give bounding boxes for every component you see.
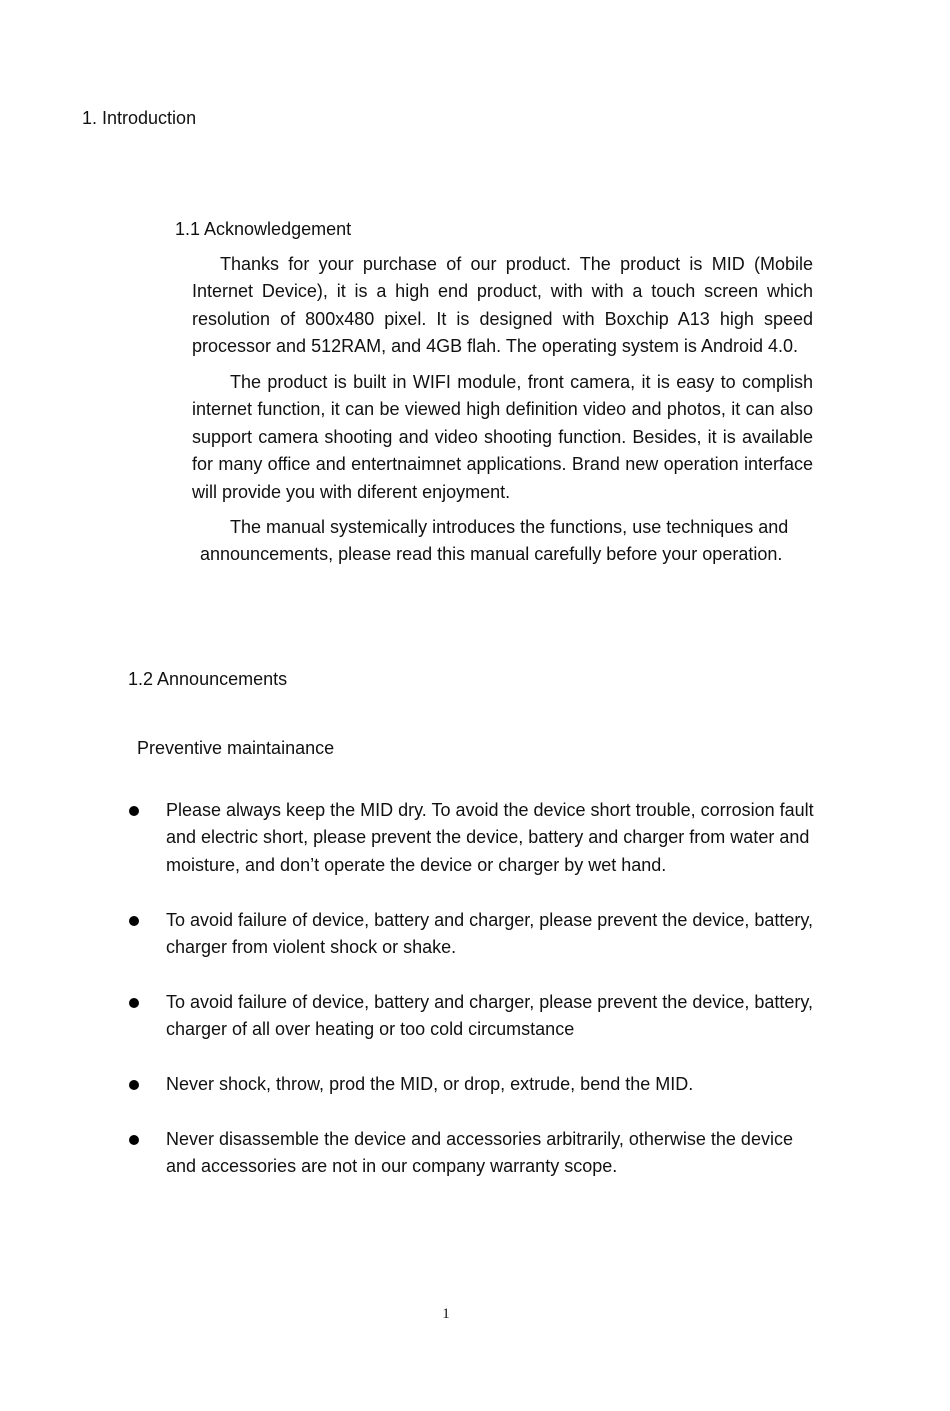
bullet-dot-icon bbox=[129, 806, 139, 816]
bullet-dot-icon bbox=[129, 1080, 139, 1090]
acknowledgement-heading: 1.1 Acknowledgement bbox=[175, 219, 352, 239]
bullet-dot-icon bbox=[129, 916, 139, 926]
announcement-item-text: To avoid failure of device, battery and charger, please prevent the device, battery, charger of all over heating or too cold circumstance bbox=[166, 991, 814, 1040]
announcement-item-text: Never disassemble the device and accessories arbitrarily, otherwise the device and accessories are not in our company warranty scope. bbox=[166, 1128, 793, 1177]
announcement-item bbox=[126, 797, 826, 879]
page-number: 1 bbox=[442, 1306, 450, 1322]
announcement-item bbox=[126, 989, 826, 1044]
announcement-item-text: To avoid failure of device, battery and charger, please prevent the device, battery, charger from violent shock or shake. bbox=[166, 909, 814, 958]
announcement-list bbox=[126, 797, 826, 1208]
announcement-item bbox=[126, 907, 826, 962]
announcement-item bbox=[126, 1071, 826, 1098]
bullet-dot-icon bbox=[129, 998, 139, 1008]
acknowledgement-paragraph-1: Thanks for your purchase of our product. The product is MID (Mobile Internet Device), it is a high end product, with with a touch screen which resolution of 800x480 pixel. It is designed with Boxchip A13 high speed processor and 512RAM, and 4GB flah. The operating system is Android 4.0. bbox=[192, 254, 813, 357]
preventive-maintenance-subheading: Preventive maintainance bbox=[137, 738, 335, 758]
acknowledgement-paragraph-2: The product is built in WIFI module, front camera, it is easy to complish internet function, it can be viewed high definition video and photos, it can also support camera shooting and video shooting function. Besides, it is available for many office and entertnaimnet applications. Brand new operation interface will provide you with diferent enjoyment. bbox=[192, 372, 813, 502]
acknowledgement-paragraph-3: The manual systemically introduces the functions, use techniques and announcements, please read this manual carefully before your operation. bbox=[200, 517, 789, 565]
announcement-item-text: Never shock, throw, prod the MID, or drop, extrude, bend the MID. bbox=[166, 1074, 694, 1095]
bullet-dot-icon bbox=[129, 1135, 139, 1145]
announcements-heading: 1.2 Announcements bbox=[128, 669, 288, 689]
announcement-item bbox=[126, 1126, 826, 1181]
section-title: 1. Introduction bbox=[82, 108, 197, 128]
announcement-item-text: Please always keep the MID dry. To avoid the device short trouble, corrosion fault and electric short, please prevent the device, battery and charger from water and moisture, and don’t operate the device or charger by wet hand. bbox=[166, 800, 814, 875]
